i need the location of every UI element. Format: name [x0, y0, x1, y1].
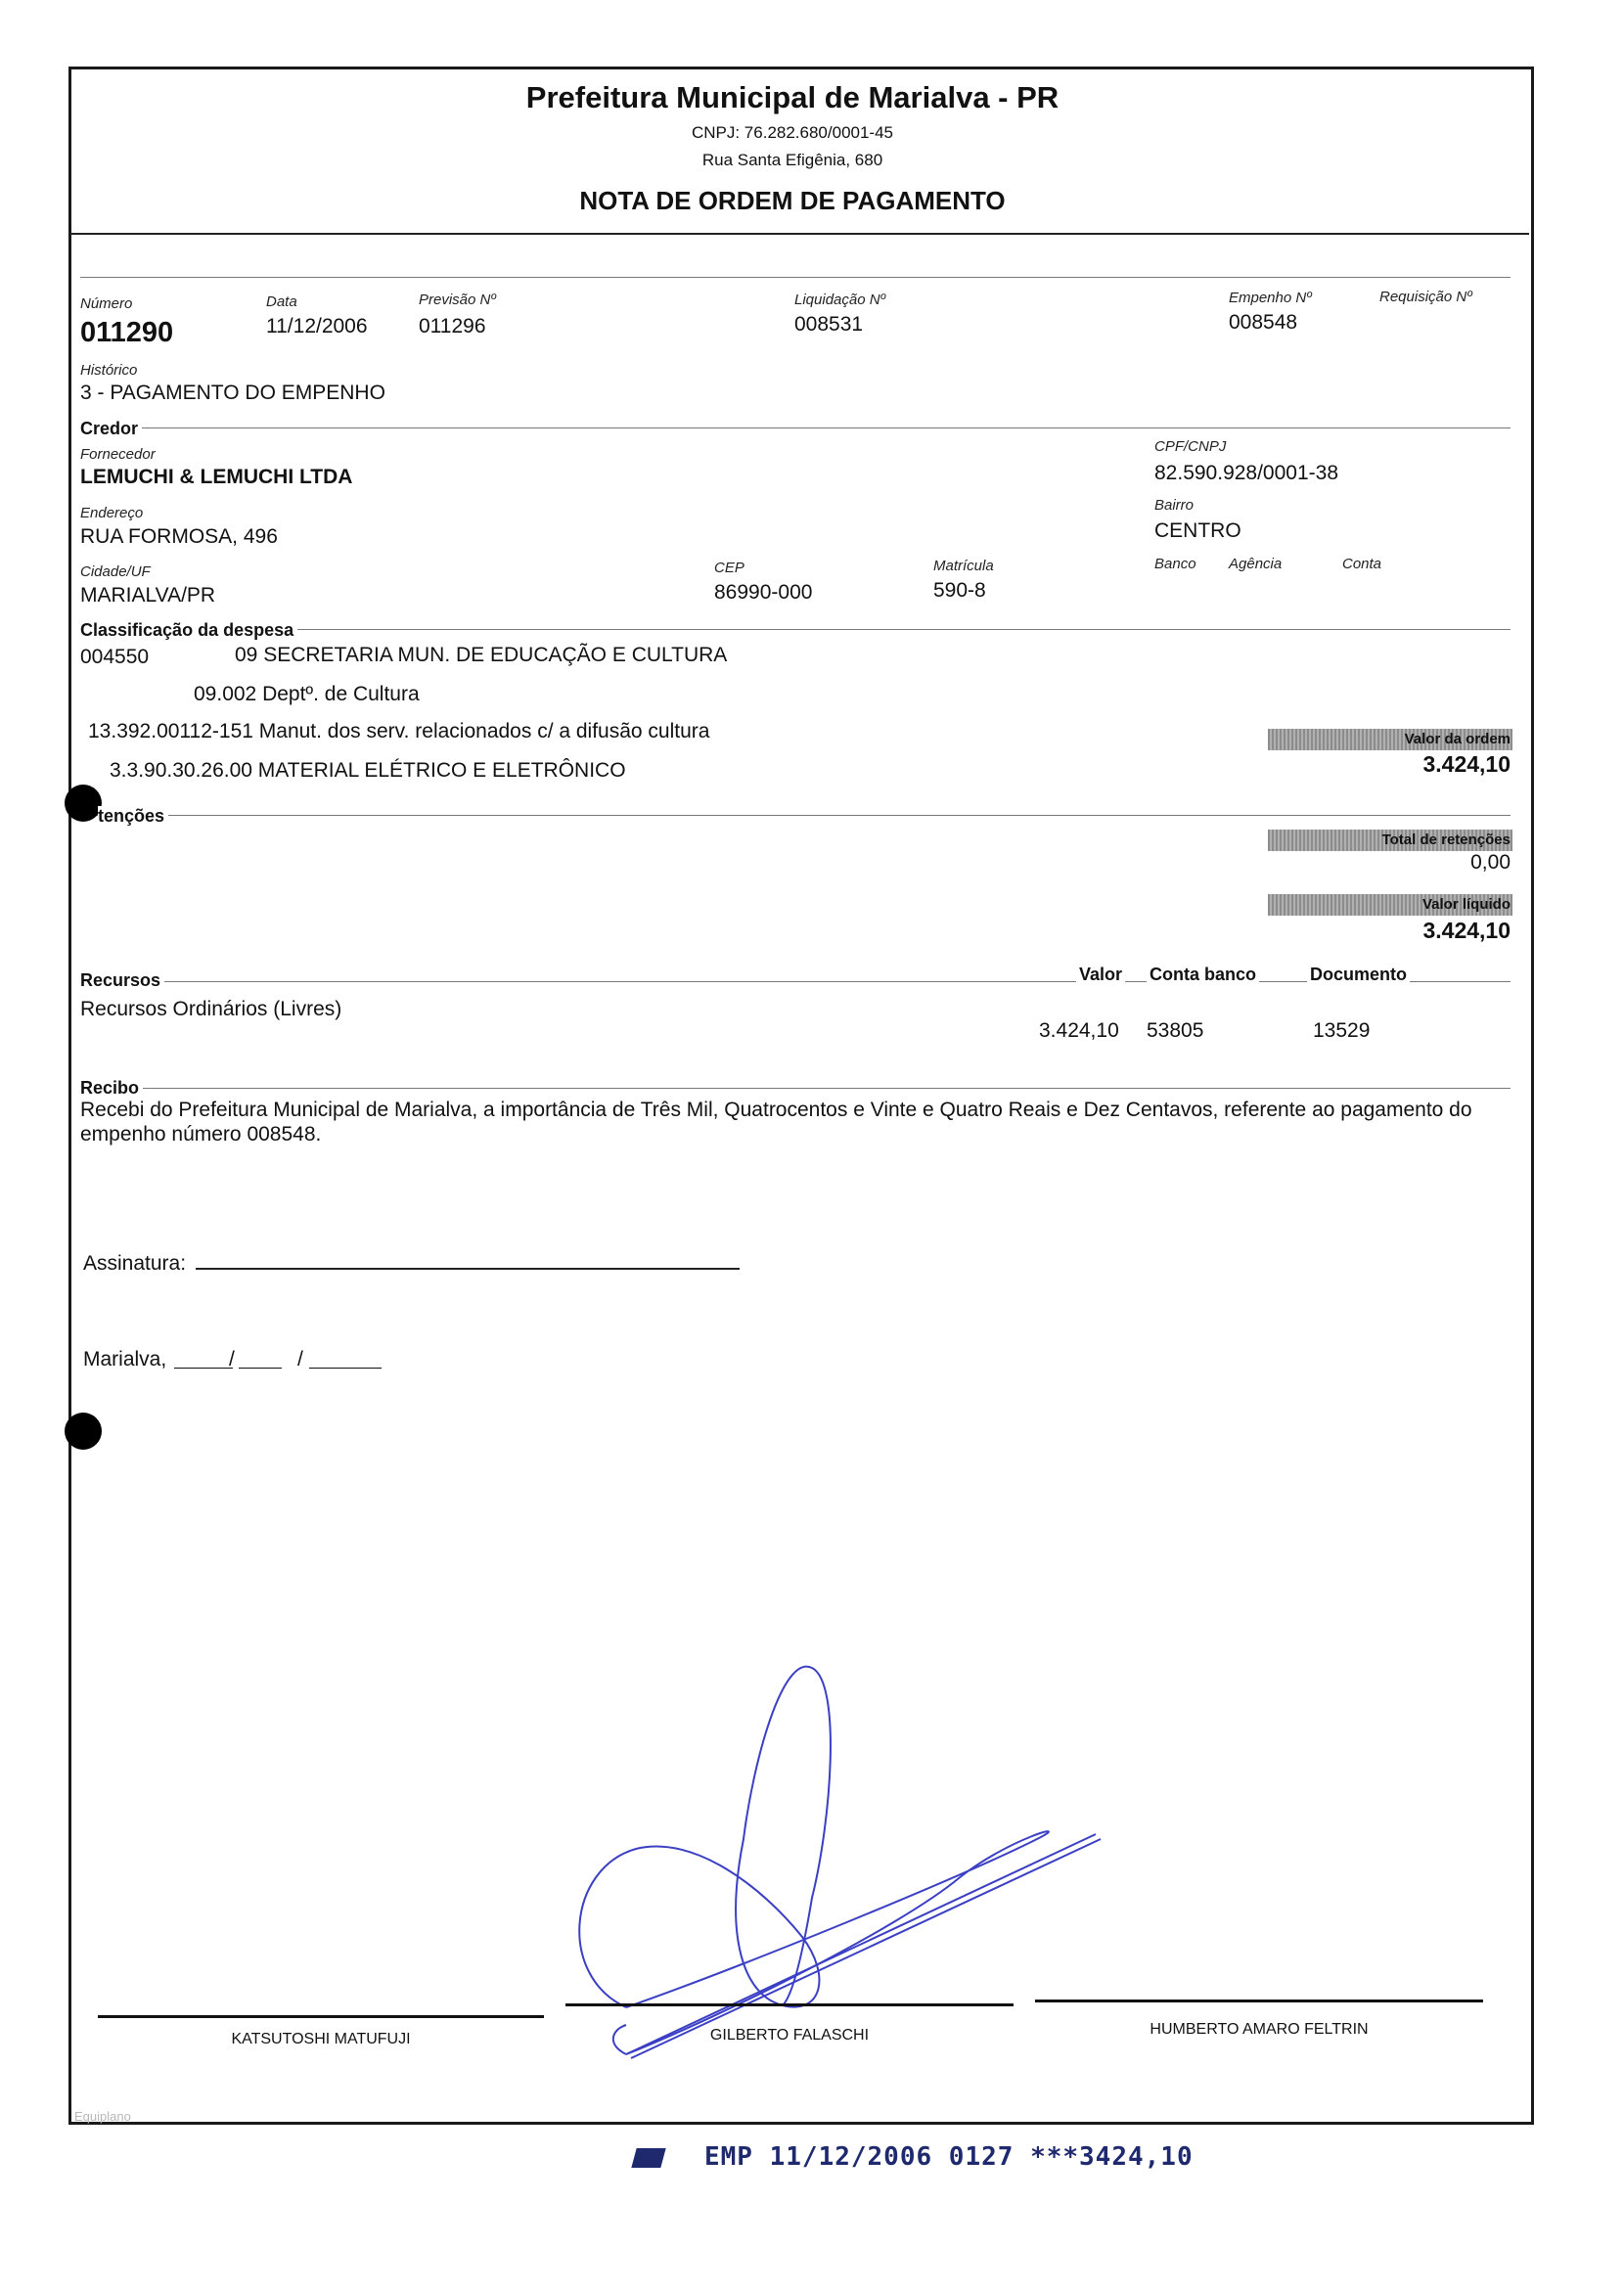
valor-ordem-label: Valor da ordem [1268, 729, 1512, 750]
valor-ordem-value: 3.424,10 [1422, 751, 1511, 777]
previsao-value: 011296 [419, 315, 486, 337]
cidade-value: MARIALVA/PR [80, 584, 216, 607]
agencia-label: Agência [1229, 556, 1283, 572]
classificacao-code: 004550 [80, 646, 150, 668]
fornecedor-value: LEMUCHI & LEMUCHI LTDA [80, 466, 353, 488]
local-label: Marialva, [83, 1348, 167, 1371]
matricula-value: 590-8 [933, 579, 986, 602]
stamp-logo-mark [631, 2148, 665, 2168]
info-divider [80, 277, 1511, 278]
signature-line-1 [98, 2015, 544, 2018]
header-address: Rua Santa Efigênia, 680 [701, 151, 883, 169]
data-label: Data [266, 293, 297, 310]
recursos-conta: 53805 [1147, 1019, 1204, 1042]
signature-line-2 [565, 2003, 1014, 2006]
signature-line-3 [1035, 2000, 1483, 2002]
valor-liquido-value: 3.424,10 [1422, 918, 1511, 943]
payment-stamp: EMP 11/12/2006 0127 ***3424,10 [704, 2142, 1194, 2172]
cidade-label: Cidade/UF [80, 563, 151, 580]
empenho-label: Empenho Nº [1229, 290, 1312, 306]
endereco-label: Endereço [80, 505, 144, 521]
classificacao-section-title: Classificação da despesa [80, 620, 297, 641]
recursos-documento: 13529 [1313, 1019, 1371, 1042]
classificacao-line4: 3.3.90.30.26.00 MATERIAL ELÉTRICO E ELETRÔNICO [110, 759, 626, 782]
document-title: Prefeitura Municipal de Marialva - PR [525, 80, 1060, 114]
banco-label: Banco [1154, 556, 1196, 572]
bairro-value: CENTRO [1154, 519, 1241, 542]
recursos-divider [80, 981, 1511, 982]
liquidacao-value: 008531 [794, 313, 864, 336]
requisicao-label: Requisição Nº [1379, 289, 1472, 305]
cpf-value: 82.590.928/0001-38 [1154, 462, 1339, 484]
credor-divider [80, 427, 1511, 428]
cep-value: 86990-000 [714, 581, 813, 604]
fornecedor-label: Fornecedor [80, 446, 156, 463]
recursos-desc: Recursos Ordinários (Livres) [80, 998, 342, 1020]
recursos-documento-label: Documento [1307, 965, 1410, 985]
empenho-value: 008548 [1229, 311, 1298, 334]
classificacao-line1: 09 SECRETARIA MUN. DE EDUCAÇÃO E CULTURA [235, 644, 728, 666]
recursos-valor-label: Valor [1076, 965, 1125, 985]
punch-hole-mark [65, 785, 102, 822]
recibo-divider [80, 1088, 1511, 1089]
header-divider [69, 233, 1529, 235]
numero-label: Número [80, 295, 133, 312]
punch-hole-mark [65, 1413, 102, 1450]
classificacao-line2: 09.002 Deptº. de Cultura [194, 683, 420, 705]
recibo-section-title: Recibo [80, 1078, 143, 1099]
recursos-valor: 3.424,10 [1039, 1019, 1119, 1042]
signatory-name-2: GILBERTO FALASCHI [709, 2027, 870, 2044]
cpf-label: CPF/CNPJ [1154, 438, 1227, 455]
total-retencoes-label: Total de retenções [1268, 830, 1512, 851]
recibo-text: Recebi do Prefeitura Municipal de Marialva, a importância de Três Mil, Quatrocentos e Vinte e Quatro Reais e Dez Centavos, referente ao pagamento do empenho número 008548. [80, 1099, 1472, 1146]
credor-section-title: Credor [80, 419, 142, 439]
recursos-conta-label: Conta banco [1147, 965, 1259, 985]
signatory-name-1: KATSUTOSHI MATUFUJI [231, 2031, 411, 2047]
retencoes-divider [80, 815, 1511, 816]
recursos-section-title: Recursos [80, 970, 164, 991]
matricula-label: Matrícula [933, 558, 994, 574]
retencoes-section-title: tenções [98, 806, 168, 827]
historico-label: Histórico [80, 362, 138, 379]
assinatura-line [196, 1268, 740, 1270]
header-cnpj: CNPJ: 76.282.680/0001-45 [691, 123, 894, 142]
total-retencoes-value: 0,00 [1470, 851, 1511, 874]
endereco-value: RUA FORMOSA, 496 [80, 525, 278, 548]
assinatura-label: Assinatura: [83, 1252, 187, 1275]
document-subtitle: NOTA DE ORDEM DE PAGAMENTO [579, 186, 1006, 215]
data-value: 11/12/2006 [266, 315, 368, 337]
historico-value: 3 - PAGAMENTO DO EMPENHO [80, 382, 385, 404]
previsao-label: Previsão Nº [419, 292, 496, 308]
valor-liquido-label: Valor líquido [1268, 894, 1512, 916]
bairro-label: Bairro [1154, 497, 1195, 514]
cep-label: CEP [714, 560, 744, 576]
software-brand: Equiplano [74, 2109, 131, 2124]
numero-value: 011290 [80, 317, 174, 348]
signatory-name-3: HUMBERTO AMARO FELTRIN [1150, 2021, 1369, 2038]
liquidacao-label: Liquidação Nº [794, 292, 886, 308]
classificacao-line3: 13.392.00112-151 Manut. dos serv. relacionados c/ a difusão cultura [88, 720, 710, 742]
conta-label: Conta [1342, 556, 1382, 572]
